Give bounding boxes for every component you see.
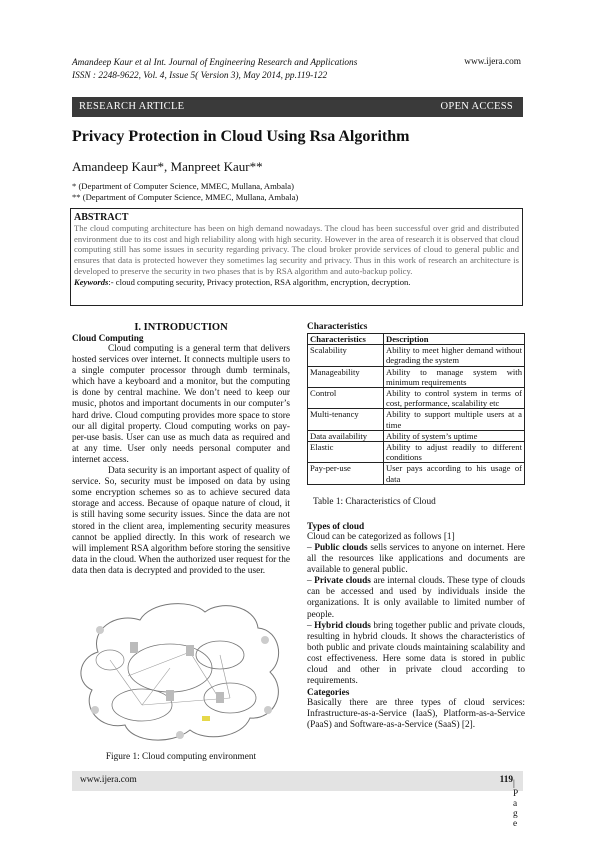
- subheading-cloud-computing: Cloud Computing: [72, 334, 144, 344]
- connector-line: [190, 652, 220, 700]
- page-number-value: 119: [499, 775, 513, 785]
- table-caption: Table 1: Characteristics of Cloud: [313, 496, 436, 507]
- table-cell: Control: [308, 388, 384, 409]
- citation-header: [72, 57, 412, 82]
- table-cell: User pays according to his usage of data: [384, 463, 525, 484]
- connector-line: [128, 652, 190, 676]
- public-cloud-item: [307, 543, 525, 576]
- left-column: [72, 322, 290, 577]
- page-word: | P a g e: [513, 779, 518, 829]
- citation-line-1: Amandeep Kaur et al Int. Journal of Engineering Research and Applications: [72, 58, 358, 68]
- dash: –: [307, 620, 315, 631]
- table-title: Characteristics: [307, 322, 368, 332]
- server-icon: [186, 645, 194, 656]
- user-icon: [264, 706, 272, 714]
- banner-open-access: OPEN ACCESS: [440, 101, 513, 112]
- affiliation-1: * (Department of Computer Science, MMEC, Mullana, Ambala): [72, 181, 294, 191]
- table-cell: Ability to control system in terms of cost, performance, scalability etc: [384, 388, 525, 409]
- intro-paragraph-2: Data security is an important aspect of quality of service. So, security must be imposed on data by using some encryption schemes so as to achieve secured data storage and access. Because of opaque nature of cloud, it is still having some security issues. Since the data are not stored in the client area, implementing security measures cannot be applied directly. In this work of research we will implement RSA algorithm before storing the sensitive data in the cloud. When the authorized user request for the data then data is decrypted and provided to the user.: [72, 466, 290, 576]
- table-cell: Elastic: [308, 442, 384, 463]
- dash: –: [307, 542, 315, 553]
- private-cloud-text: are internal clouds. These type of clouds can be accessed and used by individuals inside the organizations. It is only available to limited number of people.: [307, 576, 525, 620]
- page-footer: [72, 771, 523, 829]
- table-header-row: [308, 334, 525, 345]
- cloud-outline: [81, 604, 279, 741]
- table-row: [308, 366, 525, 387]
- table-row: [308, 442, 525, 463]
- table-cell: Ability to manage system with minimum requirements: [384, 366, 525, 387]
- user-icon: [91, 706, 99, 714]
- keywords: [74, 277, 519, 288]
- table-row: [308, 430, 525, 441]
- keywords-text: :- cloud computing security, Privacy protection, RSA algorithm, encryption, decryption.: [108, 276, 411, 287]
- server-icon: [130, 642, 138, 653]
- hybrid-cloud-term: Hybrid clouds: [314, 620, 371, 631]
- citation-line-2: ISSN : 2248-9622, Vol. 4, Issue 5( Version 3), May 2014, pp.119-122: [72, 70, 328, 81]
- affiliation-2: ** (Department of Computer Science, MMEC, Mullana, Ambala): [72, 191, 299, 202]
- hybrid-cloud-item: [307, 621, 525, 688]
- paper-title: Privacy Protection in Cloud Using Rsa Algorithm: [72, 128, 410, 145]
- cloud-environment-figure: [70, 590, 292, 748]
- table-row: [308, 463, 525, 484]
- user-icon: [176, 731, 184, 739]
- categories-text: Basically there are three types of cloud services: Infrastructure-as-a-Service (IaaS), Platform-as-a-Service (PaaS) and Software-as-a-Service (SaaS) [2].: [307, 698, 525, 731]
- categories-heading: Categories: [307, 688, 350, 699]
- authors: Amandeep Kaur*, Manpreet Kaur**: [72, 159, 263, 174]
- abstract-body: The cloud computing architecture has been on high demand nowadays. The cloud has been successful over grid and distributed environment due to its cost and high reliability along with high security. However in the area of research it is observed that cloud computing still has some issues in security regarding privacy. The cloud broker provide services of cloud to general public and ensures that data is protected however they sometimes lag security and privacy. Thus in this work of research an architecture is developed to preserve the security in two phases that is by RSA algorithm and auto-backup policy.: [74, 223, 519, 276]
- user-icon: [96, 626, 104, 634]
- right-column: [307, 321, 525, 731]
- table-cell: Pay-per-use: [308, 463, 384, 484]
- affiliations: [72, 181, 298, 202]
- connector-line: [220, 655, 230, 698]
- public-cloud-term: Public clouds: [314, 542, 368, 553]
- private-cloud-term: Private clouds: [314, 576, 371, 587]
- table-cell: Manageability: [308, 366, 384, 387]
- page-number: [499, 775, 518, 829]
- article-banner: [72, 97, 523, 117]
- characteristics-table: [307, 333, 525, 485]
- figure-caption: Figure 1: Cloud computing environment: [105, 752, 257, 762]
- intro-paragraph-1: Cloud computing is a general term that delivers hosted services over internet. It connects multiple users to a single computer processor through dumb terminals, which have a keyboard and a monitor, but the computing is done by central machine. We don’t need to keep our music, photos and important documents in our computer’s hard drive. Cloud computing provides more space to store our all digital property. Cloud computing works on pay-per-use basis. User can use as much data as required and at any time. User only needs personal computer and internet access.: [72, 344, 290, 465]
- connector-line: [142, 668, 170, 705]
- abstract-heading: ABSTRACT: [74, 212, 129, 223]
- types-intro: Cloud can be categorized as follows [1]: [307, 531, 455, 542]
- highlight-marker: [202, 716, 210, 721]
- table-cell: Ability of system’s uptime: [384, 430, 525, 441]
- footer-url[interactable]: www.ijera.com: [80, 775, 137, 785]
- server-icon: [216, 692, 224, 703]
- private-cloud-item: [307, 576, 525, 620]
- table-row: [308, 388, 525, 409]
- abstract-box: [70, 208, 523, 306]
- hybrid-cloud-text: bring together public and private clouds, resulting in hybrid clouds. It shows the characteristics of both public and private clouds maintaining scalability and cost effectiveness. Here some data is stored in public cloud and other in private cloud according to requirements.: [307, 620, 525, 687]
- header-url[interactable]: www.ijera.com: [464, 57, 521, 67]
- dash: –: [307, 576, 315, 587]
- table-cell: Ability to meet higher demand without degrading the system: [384, 345, 525, 366]
- table-cell: Scalability: [308, 345, 384, 366]
- table-cell: Ability to adjust readily to different conditions: [384, 442, 525, 463]
- table-header-cell: Characteristics: [308, 334, 384, 345]
- table-row: [308, 345, 525, 366]
- types-heading: Types of cloud: [307, 521, 365, 532]
- keywords-label: Keywords: [74, 276, 109, 287]
- table-cell: Data availability: [308, 430, 384, 441]
- banner-research-article: RESEARCH ARTICLE: [79, 101, 185, 112]
- server-icon: [166, 690, 174, 701]
- user-icon: [261, 636, 269, 644]
- table-cell: Ability to support multiple users at a time: [384, 409, 525, 430]
- table-header-cell: Description: [384, 334, 525, 345]
- table-row: [308, 409, 525, 430]
- public-cloud-text: sells services to anyone on internet. Here all the resources like applications and documents are available to general public.: [307, 542, 525, 576]
- table-cell: Multi-tenancy: [308, 409, 384, 430]
- section-heading-introduction: I. INTRODUCTION: [134, 322, 228, 333]
